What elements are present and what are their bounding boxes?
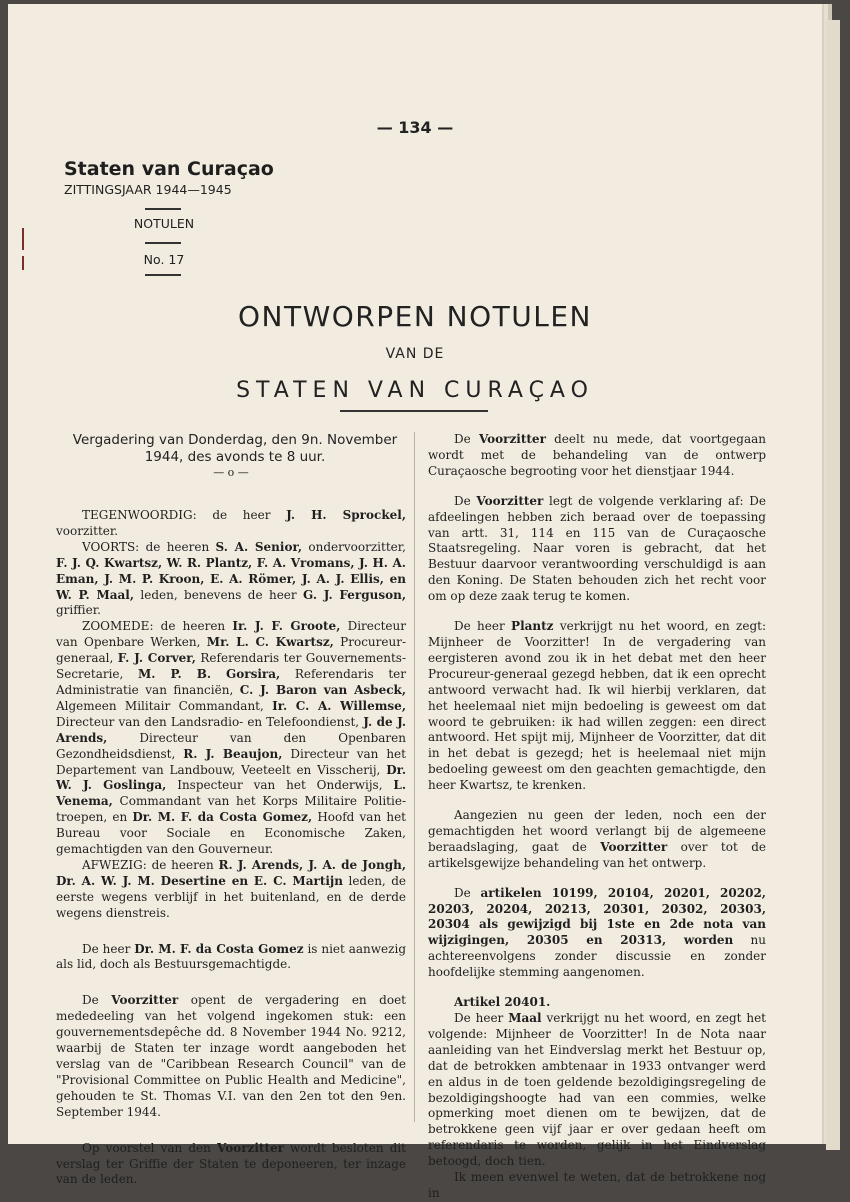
divider [145, 274, 181, 276]
text: deelt nu mede, dat voortgegaan wordt met de behandeling van de ontwerp Curaçaosche begrooting voor het dienstjaar 1944. [428, 432, 766, 478]
text: Directeur van den Openbaren Gezondheidsdienst, [56, 730, 406, 761]
final-paragraph: Ik meen evenwel te weten, dat de betrokkene nog in [428, 1170, 766, 1200]
margin-mark [22, 256, 24, 270]
chair-name: Voorzitter [476, 493, 544, 508]
text: leden, benevens de heer [134, 587, 304, 602]
text: Referendaris ter Gouvernements-Secretarie, [56, 651, 407, 682]
text: Referendaris ter Administratie van financiën, [56, 667, 406, 697]
text: Hoofd van het Bureau voor Sociale en Economische Zaken, gemachtigden van den Gouverneur. [56, 810, 407, 857]
text: leden, de eerste wegens verblijf in het buitenland, en de derde wegens dienstreis. [56, 873, 407, 920]
text: verkrijgt nu het woord, en zegt het volgende: Mijnheer de Voorzitter! In de Nota naar aanleiding van het Eindverslag merkt het Bestuur op, dat de betrokken ambtenaar in 1933 ontvanger werd en aldus in de toen geldende bezoldigingsregeling de bezoldigingshoogte had van een commies, welke opmerking moet dienen om te bewijzen, dat de betrokkene geen vijf jaar er over gedaan heeft om referendaris te worden, gelijk in het Eindverslag betoogd, doch tien. [428, 1011, 766, 1169]
main-heading-secondary: STATEN VAN CURAÇAO [236, 378, 594, 403]
plantz-name: Plantz [511, 619, 554, 634]
absent-paragraph [56, 858, 406, 922]
margin-mark [22, 228, 24, 250]
article-heading-text: Artikel 20401. [454, 995, 551, 1010]
text: Aangezien nu geen der leden, noch een der gemachtigden het woord verlangt bij de algemeene beraadslaging, gaat de [428, 808, 766, 854]
member-names: F. J. Q. Kwartsz, W. R. Plantz, F. A. Vromans, J. H. A. Eman, J. M. P. Kroon, E. A. Römer, J. A. J. Ellis, en W. P. Maal, [56, 555, 406, 602]
text: verkrijgt nu het woord, en zegt: Mijnheer de Voorzitter! In de vergadering van eergisteren avond zou ik in het debat met den heer Procureur-generaal gezegd hebben, dat ik een oprecht antwoord verwacht had. Ik wil hierbij verklaren, dat het heelemaal niet mijn bedoeling is geweest om dat woord te gebruiken: ik had willen zeggen: een direct antwoord. Het spijt mij, Mijnheer de Voorzitter, dat dit in het debat is gezegd; het is heelemaal niet mijn bedoeling geweest om den geachten gemachtigde, den heer Kwartsz, te krenken. [428, 619, 766, 793]
chair-name: Voorzitter [111, 993, 179, 1008]
article-numbers: artikelen 10199, 20104, 20201, 20202, 20203, 20204, 20213, 20301, 20302, 20303, 20304 als gewijzigd bij 1ste en 2de nota van wijzigingen, 20305 en 20313, worden [428, 885, 766, 948]
gomez-paragraph [56, 942, 406, 974]
text: Directeur van Openbare Werken, [56, 619, 406, 650]
official-name: Ir. C. A. Willemse, [272, 698, 406, 713]
plantz-paragraph [428, 619, 766, 794]
chair-name: Voorzitter [478, 432, 546, 446]
absent-names: R. J. Arends, J. A. de Jongh, Dr. A. W. J. M. Desertine en E. C. Martijn [56, 857, 406, 888]
session-year: ZITTINGSJAAR 1944—1945 [64, 182, 232, 197]
likewise-label: ZOOMEDE: [82, 619, 154, 634]
chair-paragraph [56, 993, 406, 1120]
text: De heer [454, 619, 512, 634]
official-name: Ir. J. F. Groote, [232, 619, 341, 634]
column-divider [414, 432, 415, 1122]
official-name: Dr. M. F. da Costa Gomez, [132, 810, 313, 825]
articles-paragraph [428, 886, 766, 981]
divider [145, 208, 181, 210]
text: Op voorstel van den [82, 1140, 217, 1155]
divider [145, 242, 181, 244]
title-underline [340, 410, 488, 412]
text: griffier. [56, 603, 101, 618]
text: de heer [196, 508, 287, 522]
chairman-name: J. H. Sprockel, [286, 508, 407, 522]
continuation-paragraph [428, 432, 766, 480]
official-name: L. Venema, [56, 778, 407, 809]
text: wordt besloten dit verslag ter Griffie der Staten te deponeeren, ter inzage van de leden. [56, 1140, 406, 1187]
chair-name: Voorzitter [600, 839, 668, 854]
text: De [454, 493, 477, 508]
official-name: F. J. Corver, [117, 651, 196, 666]
article-heading [428, 995, 766, 1011]
official-name: R. J. Beaujon, [183, 746, 283, 761]
chair-name: Voorzitter [216, 1140, 284, 1155]
absent-label: AFWEZIG: [82, 857, 147, 872]
text: Procureur-generaal, [56, 635, 406, 666]
text: De [82, 993, 112, 1008]
text: nu achtereenvolgens zonder discussie en zonder hoofdelijke stemming aangenomen. [428, 933, 766, 980]
text: De heer [82, 941, 135, 956]
text: Inspecteur van het Onderwijs, [166, 778, 394, 793]
text: opent de vergadering en doet mededeeling van het volgend ingekomen stuk: een gouvernementsdepêche dd. 8 November 1944 No. 9212, waarbij de Staten ter inzage wordt aangeboden het verslag van de "Caribbean Research Council" van de "Provisional Committee on Public Health and Medicine", gehouden te St. Thomas V.I. van den 2en tot den 9en. September 1944. [56, 993, 407, 1119]
separator: — o — [213, 466, 249, 479]
official-name: Dr. W. J. Goslinga, [56, 762, 406, 793]
page-stack-edge [826, 20, 840, 1150]
meeting-heading: Vergadering van Donderdag, den 9n. November 1944, des avonds te 8 uur. [72, 432, 398, 465]
right-column [428, 432, 766, 1202]
text: is niet aanwezig als lid, doch als Bestuursgemachtigde. [56, 941, 406, 972]
left-column [56, 432, 406, 1188]
text: Commandant van het Korps Militaire Politie-troepen, en [56, 794, 406, 825]
maal-paragraph [428, 1011, 766, 1170]
also-present-paragraph [56, 540, 406, 620]
gomez-name: Dr. M. F. da Costa Gomez [134, 941, 304, 956]
text: voorzitter. [56, 523, 119, 538]
text: ondervoorzitter, [302, 539, 406, 554]
text: de heeren [153, 619, 233, 634]
text: De heer [454, 1011, 509, 1025]
official-name: Mr. L. C. Kwartsz, [206, 635, 334, 650]
text: De [454, 432, 479, 446]
likewise-paragraph [56, 619, 406, 858]
official-name: J. de J. Arends, [56, 714, 406, 745]
also-label: VOORTS: [82, 539, 140, 554]
vice-chair-name: S. A. Senior, [215, 539, 303, 554]
issue-number: No. 17 [143, 252, 185, 267]
text: legt de volgende verklaring af: De afdeelingen hebben zich beraad over de toepassing van artt. 31, 114 en 115 van de Curaçaosche Staatsregeling. Naar voren is gebracht, dat het Bestuur daarvoor verantwoording verschuldigd is aan den Koning. De Staten behouden zich het recht voor om op deze zaak terug te komen. [428, 493, 766, 604]
text: Directeur van den Landsradio- en Telefoondienst, [56, 714, 364, 729]
text: De [454, 885, 481, 900]
text: Algemeen Militair Commandant, [56, 698, 273, 713]
text: over tot de artikelsgewijze behandeling van het ontwerp. [428, 839, 766, 870]
deliberation-paragraph [428, 808, 766, 872]
maal-name: Maal [508, 1011, 542, 1025]
main-heading: ONTWORPEN NOTULEN [237, 300, 592, 333]
declaration-paragraph [428, 494, 766, 605]
text: de heeren [146, 857, 219, 872]
text: de heeren [139, 539, 216, 554]
organization-title: Staten van Curaçao [64, 158, 274, 180]
present-paragraph [56, 508, 406, 540]
document-type: NOTULEN [133, 216, 195, 231]
official-name: C. J. Baron van Asbeck, [239, 682, 407, 697]
griffier-name: G. J. Ferguson, [303, 587, 407, 602]
present-label: TEGENWOORDIG: [82, 508, 197, 522]
sub-heading: VAN DE [385, 346, 445, 362]
text: Directeur van het Departement van Landbouw, Veeteelt en Visscherij, [56, 746, 406, 777]
page-number: — 134 — [376, 118, 454, 137]
official-name: M. P. B. Gorsira, [138, 667, 281, 682]
proposal-paragraph [56, 1141, 406, 1189]
